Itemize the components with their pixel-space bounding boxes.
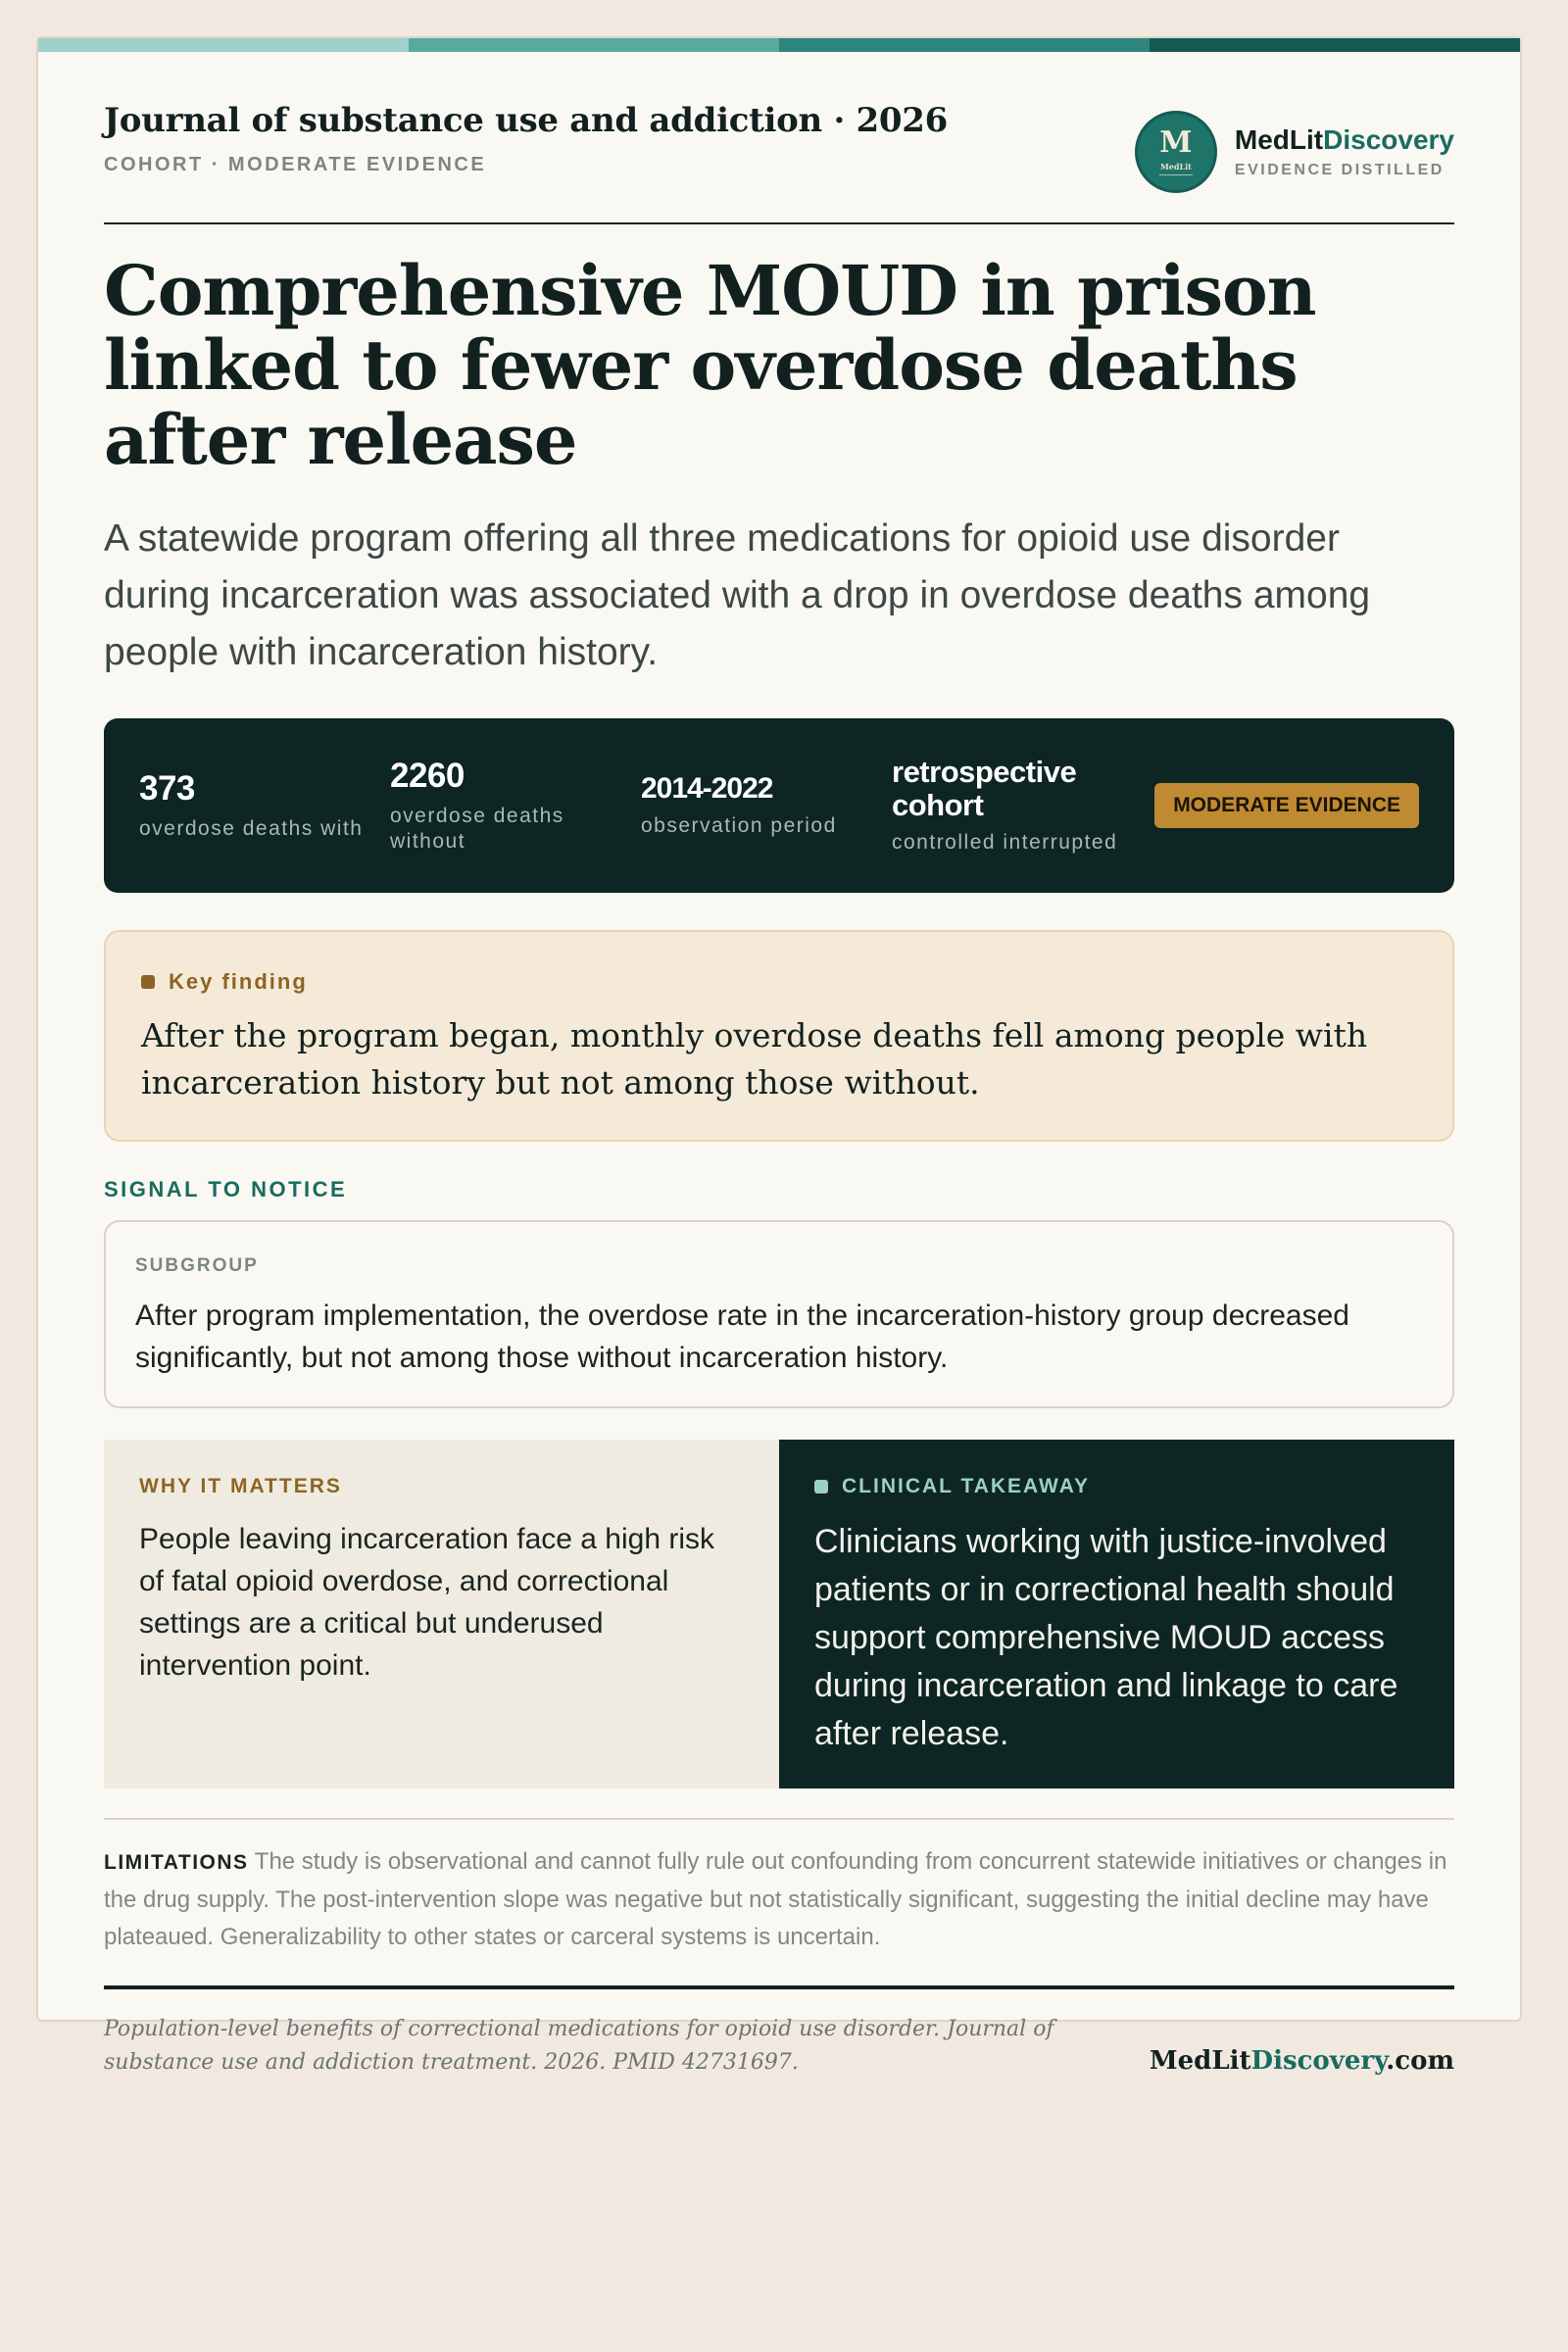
- limitations-label: LIMITATIONS: [104, 1851, 249, 1874]
- square-bullet-icon: [814, 1480, 828, 1494]
- logo-wordmark: MedLit: [1159, 162, 1192, 172]
- study-kicker: COHORT · MODERATE EVIDENCE: [104, 154, 487, 175]
- color-bar-segment-1: [38, 38, 409, 52]
- citation: Population-level benefits of correctional medications for opioid use disorder. Journal of substance use and addiction treatment. 2026. PMID 42731697.: [104, 2017, 1054, 2075]
- brand[interactable]: [1135, 111, 1454, 193]
- site-link[interactable]: [1150, 2046, 1454, 2076]
- evidence-badge: MODERATE EVIDENCE: [1154, 783, 1419, 828]
- summary-card: [36, 36, 1522, 2076]
- footer: [104, 1985, 1454, 2080]
- why-label: WHY IT MATTERS: [139, 1475, 342, 1497]
- signal-text: After program implementation, the overdose rate in the incarceration-history group decreased significantly, but not among those without incarceration history.: [135, 1299, 1349, 1374]
- headline: Comprehensive MOUD in prison linked to fewer overdose deaths after release: [104, 250, 1316, 480]
- why-text: People leaving incarceration face a high risk of fatal opioid overdose, and correctional settings are a critical but underused intervention point.: [139, 1523, 715, 1682]
- stat-value: 373: [139, 769, 195, 808]
- color-bar-segment-3: [779, 38, 1150, 52]
- logo-icon: [1135, 111, 1217, 193]
- dek: A statewide program offering all three medications for opioid use disorder during incarceration was associated with a drop in overdose deaths among people with incarceration history.: [104, 517, 1371, 673]
- stat-label: observation period: [641, 814, 837, 837]
- why-it-matters-panel: [104, 1440, 779, 1788]
- key-finding-text: After the program began, monthly overdose deaths fell among people with incarceration history but not among those without.: [141, 1016, 1368, 1102]
- logo-rule: [1159, 174, 1193, 175]
- header: [104, 52, 1454, 224]
- journal-title: Journal of substance use and addiction · 2026: [104, 101, 948, 140]
- signal-heading: SIGNAL TO NOTICE: [104, 1177, 348, 1201]
- key-finding-box: [104, 930, 1454, 1142]
- logo-letter: M: [1159, 125, 1193, 160]
- clinical-takeaway-panel: [779, 1440, 1454, 1788]
- brand-name: [1235, 124, 1454, 156]
- limitations: [104, 1818, 1454, 1956]
- color-bar-segment-4: [1150, 38, 1520, 52]
- stat-label: controlled interrupted: [892, 831, 1118, 854]
- takeaway-label: CLINICAL TAKEAWAY: [842, 1475, 1090, 1497]
- stat-period: [641, 772, 892, 839]
- signal-label: SUBGROUP: [135, 1255, 259, 1276]
- key-finding-label: Key finding: [169, 969, 308, 994]
- stat-value: retrospective cohort: [892, 755, 1077, 822]
- stat-value: 2014-2022: [641, 772, 773, 805]
- limitations-text: The study is observational and cannot fully rule out confounding from concurrent statewide initiatives or changes in the drug supply. The post-intervention slope was negative but not statistically significant, suggesting the initial decline may have plateaued. Generalizability to other states or carceral systems is uncertain.: [104, 1848, 1447, 1950]
- two-column-panel: [104, 1440, 1454, 1788]
- color-bar: [38, 38, 1520, 52]
- stat-without: [390, 757, 641, 855]
- site-part3: .com: [1386, 2046, 1454, 2076]
- square-bullet-icon: [141, 975, 155, 989]
- stat-value: 2260: [390, 757, 465, 795]
- stats-band: [104, 718, 1454, 893]
- brand-tagline: EVIDENCE DISTILLED: [1234, 162, 1445, 178]
- stat-label: overdose deaths without: [390, 805, 564, 853]
- color-bar-segment-2: [409, 38, 779, 52]
- stat-label: overdose deaths with: [139, 817, 364, 840]
- stat-with: [139, 769, 390, 842]
- signal-box: [104, 1220, 1454, 1408]
- brand-name-part1: MedLit: [1234, 124, 1324, 155]
- brand-name-part2: Discovery: [1323, 124, 1454, 155]
- site-part1: MedLit: [1149, 2046, 1251, 2076]
- takeaway-text: Clinicians working with justice-involved patients or in correctional health should support comprehensive MOUD access during incarceration and linkage to care after release.: [814, 1523, 1398, 1752]
- site-part2: Discovery: [1250, 2046, 1387, 2076]
- stat-design: [892, 756, 1143, 856]
